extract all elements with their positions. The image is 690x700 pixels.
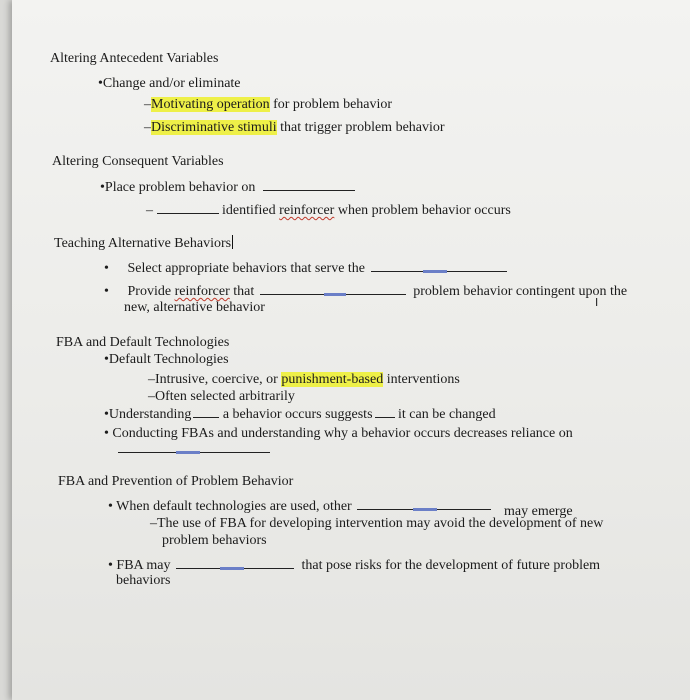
- section-title-consequent: Altering Consequent Variables: [52, 154, 224, 169]
- sub-item-text: for problem behavior: [269, 97, 393, 112]
- bullet-text: Select appropriate behaviors that serve the: [127, 261, 366, 276]
- sub-item-motivating-operation: [144, 96, 392, 113]
- sub-item-intrusive: [148, 371, 460, 388]
- title-text: Teaching Alternative Behaviors: [54, 236, 232, 251]
- sub-item-discriminative-stimuli: [144, 119, 445, 136]
- sub-item-text: –Intrusive, coercive, or: [148, 372, 282, 387]
- fill-in-blank: [193, 405, 219, 418]
- bullet-dot: •: [104, 261, 109, 276]
- sub-item-text: identified: [222, 203, 280, 218]
- sub-item-use-of-fba: –The use of FBA for developing intervention may avoid the development of new: [150, 516, 604, 531]
- bullet-provide-reinforcer: [104, 282, 627, 300]
- blank-marker: [176, 451, 200, 454]
- dash-text: –: [146, 203, 153, 218]
- bullet-text: Provide: [127, 284, 175, 299]
- dash-text: –: [144, 120, 151, 135]
- bullet-select-behaviors: [104, 259, 507, 277]
- bullet-continuation: behaviors: [116, 573, 171, 588]
- fill-in-blank: [371, 259, 507, 272]
- bullet-default-technologies: •Default Technologies: [104, 352, 229, 367]
- fill-in-blank: [176, 556, 294, 569]
- sub-item-arbitrary: –Often selected arbitrarily: [148, 389, 295, 404]
- highlight-punishment-based: punishment-based: [281, 372, 384, 387]
- bullet-text: that pose risks for the development of future problem: [301, 558, 601, 573]
- ibeam-cursor-icon: I: [595, 296, 599, 309]
- sub-item-text: when problem behavior occurs: [334, 203, 511, 218]
- bullet-text: a behavior occurs suggests: [219, 407, 373, 422]
- bullet-text: • FBA may: [108, 558, 171, 573]
- section-title-antecedent: Altering Antecedent Variables: [50, 51, 219, 66]
- fill-in-blank: [157, 201, 219, 214]
- document-page: [12, 0, 690, 700]
- bullet-text: •Place problem behavior on: [100, 180, 256, 195]
- bullet-conducting-fbas: • Conducting FBAs and understanding why a behavior occurs decreases reliance on: [104, 426, 573, 441]
- highlight-motivating-operation: Motivating operation: [151, 97, 270, 112]
- fill-in-blank: [357, 497, 491, 510]
- bullet-continuation: new, alternative behavior: [124, 300, 265, 315]
- text-cursor: [232, 235, 233, 249]
- bullet-text: problem behavior contingent upon the: [413, 284, 628, 299]
- dash-text: –: [144, 97, 151, 112]
- section-title-prevention: FBA and Prevention of Problem Behavior: [58, 474, 294, 489]
- section-title-default-tech: FBA and Default Technologies: [56, 335, 230, 350]
- bullet-text: it can be changed: [394, 407, 496, 422]
- sub-item-text: interventions: [383, 372, 460, 387]
- sub-item-identified-reinforcer: [146, 201, 511, 219]
- bullet-place-problem-behavior: [100, 178, 355, 196]
- spellcheck-word: reinforcer: [279, 203, 335, 218]
- section-title-alternative: [54, 235, 233, 252]
- bullet-text: • When default technologies are used, other: [108, 499, 352, 514]
- bullet-text: •Understanding: [104, 407, 192, 422]
- bullet-fba-may: [108, 556, 600, 574]
- fill-in-blank: [118, 452, 270, 453]
- sub-item-text: that trigger problem behavior: [276, 120, 445, 135]
- may-emerge-text: may emerge: [504, 504, 573, 519]
- highlight-discriminative-stimuli: Discriminative stimuli: [151, 120, 277, 135]
- fill-in-blank: [260, 282, 406, 295]
- bullet-dot: •: [104, 284, 109, 299]
- bullet-understanding: [104, 405, 496, 423]
- fill-in-blank: [263, 178, 355, 191]
- bullet-change-eliminate: •Change and/or eliminate: [98, 76, 241, 91]
- bullet-text: that: [229, 284, 255, 299]
- sub-item-continuation: problem behaviors: [162, 533, 267, 548]
- bullet-default-used: [108, 497, 491, 515]
- fill-in-blank: [375, 405, 395, 418]
- spellcheck-word: reinforcer: [174, 284, 230, 299]
